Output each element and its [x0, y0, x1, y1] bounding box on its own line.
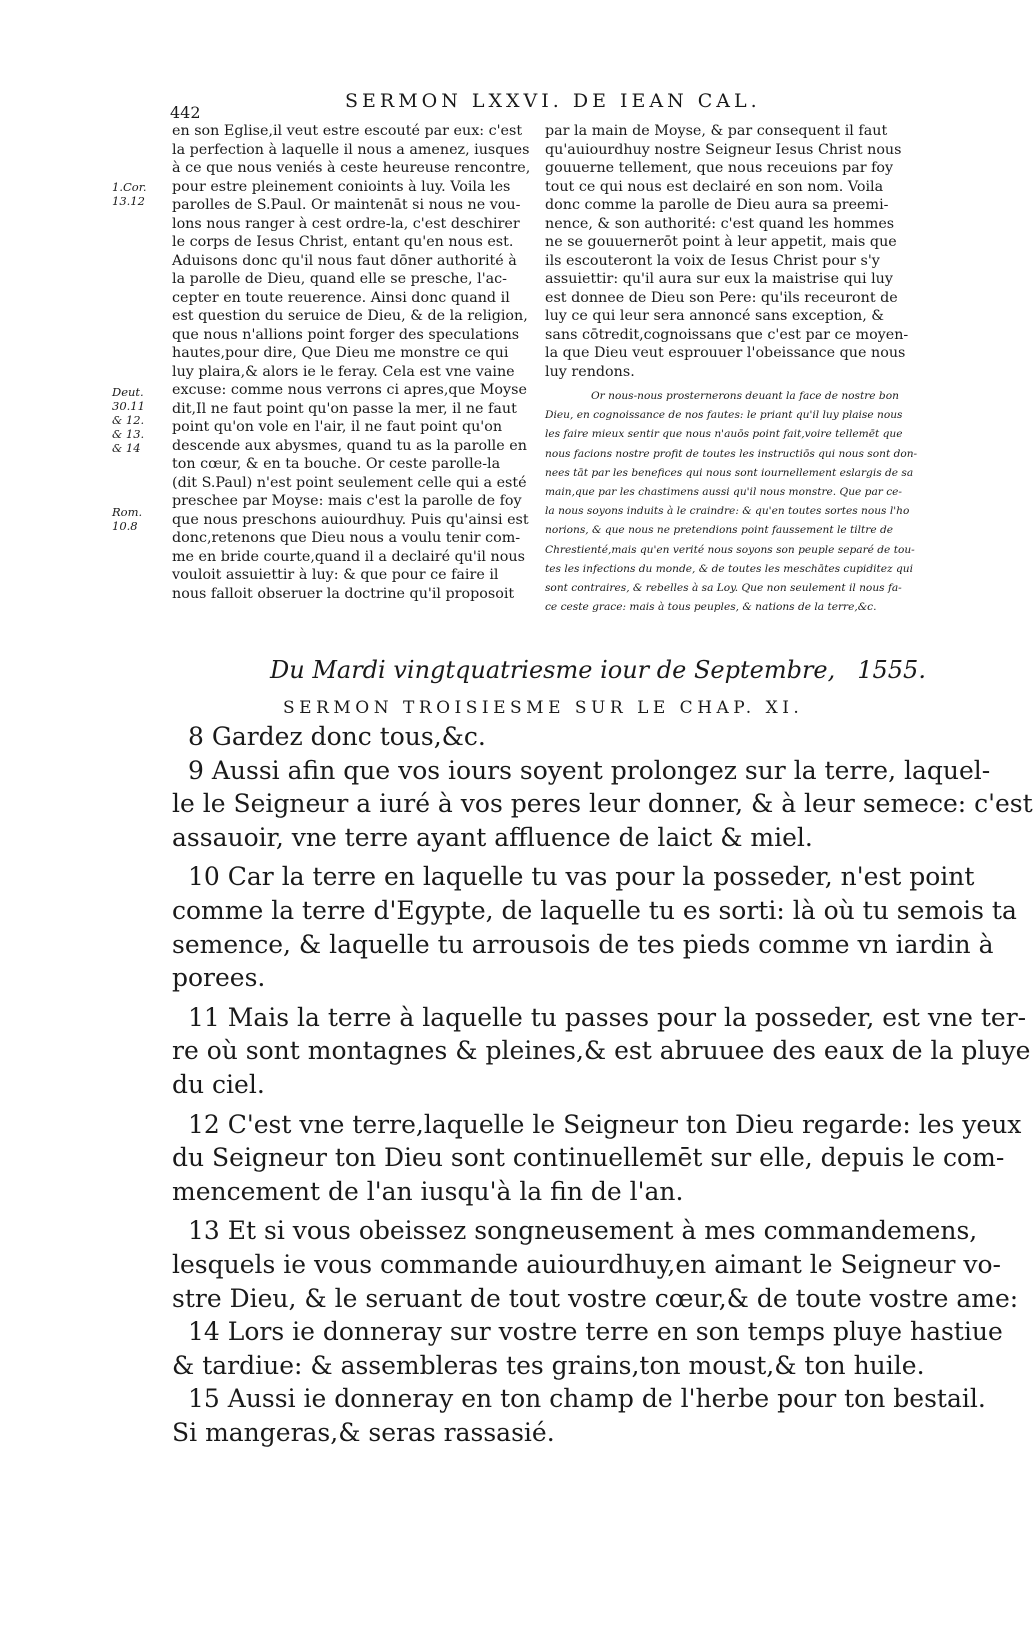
- text-line: luy plaira,& alors ie le feray. Cela est vne vaine: [172, 363, 515, 380]
- text-line: la que Dieu veut esprouuer l'obeissance que nous: [545, 345, 906, 361]
- verse-line: comme la terre d'Egypte, de laquelle tu es sorti: là où tu semois ta: [172, 895, 1017, 925]
- verse-line: 11 Mais la terre à laquelle tu passes pour la posseder, est vne ter-: [188, 1002, 1027, 1032]
- prayer-line: sont contraires, & rebelles à sa Loy. Que non seulement il nous fa-: [545, 582, 902, 595]
- verse-line: 13 Et si vous obeissez songneusement à mes commandemens,: [188, 1216, 978, 1246]
- verse-line: 15 Aussi ie donneray en ton champ de l'herbe pour ton bestail.: [188, 1384, 986, 1414]
- prayer-line: Dieu, en cognoissance de nos fautes: le priant qu'il luy plaise nous: [545, 409, 903, 422]
- prayer-line: main,que par les chastimens aussi qu'il nous monstre. Que par ce-: [545, 486, 902, 499]
- verse-line: 10 Car la terre en laquelle tu vas pour la posseder, n'est point: [188, 862, 975, 892]
- text-line: donc comme la parolle de Dieu aura sa preemi-: [545, 197, 889, 213]
- verse-line: stre Dieu, & le seruant de tout vostre cœur,& de toute vostre ame:: [172, 1283, 1019, 1313]
- margin-note-line: 1.Cor.: [112, 180, 147, 194]
- text-line: point qu'on vole en l'air, il ne faut point qu'on: [172, 419, 503, 435]
- text-line: nence, & son authorité: c'est quand les hommes: [545, 215, 895, 232]
- verse-line: porees.: [172, 963, 266, 993]
- margin-note-line: 13.12: [112, 194, 145, 208]
- verse-line: le le Seigneur a iuré à vos peres leur donner, & à leur semece: c'est: [172, 789, 1033, 819]
- text-line: lons nous ranger à cest ordre-la, c'est deschirer: [172, 215, 520, 232]
- text-line: (dit S.Paul) n'est point seulement celle qui a esté: [172, 474, 527, 491]
- running-head: SERMON LXXVI. DE IEAN CAL.: [345, 90, 761, 112]
- text-line: preschee par Moyse: mais c'est la parolle de foy: [172, 493, 522, 509]
- text-line: la perfection à laquelle il nous a amenez, iusques: [172, 141, 530, 158]
- prayer-line: nous facions nostre profit de toutes les instructiōs qui nous sont don-: [545, 447, 918, 460]
- prayer-line: tes les infections du monde, & de toutes les meschātes cupiditez qui: [545, 562, 913, 575]
- text-line: à ce que nous veniés à ceste heureuse rencontre,: [172, 160, 531, 176]
- text-line: me en bride courte,quand il a declairé qu'il nous: [172, 548, 525, 565]
- text-line: dit,Il ne faut point qu'on passe la mer, il ne faut: [172, 400, 517, 417]
- text-line: est question du seruice de Dieu, & de la religion,: [172, 308, 528, 324]
- text-line: cepter en toute reuerence. Ainsi donc quand il: [172, 289, 510, 306]
- margin-note-line: 30.11: [112, 399, 145, 413]
- text-line: ne se gouuernerōt point à leur appetit, mais que: [545, 234, 897, 250]
- prayer-line: Chrestienté,mais qu'en verité nous soyons son peuple separé de tou-: [545, 543, 915, 556]
- verse-line: 14 Lors ie donneray sur vostre terre en son temps pluye hastiue: [188, 1317, 1003, 1347]
- text-line: assuiettir: qu'il aura sur eux la maistrise qui luy: [545, 271, 893, 287]
- sermon-dateline: [270, 656, 926, 684]
- text-line: tout ce qui nous est declairé en son nom. Voila: [545, 178, 884, 195]
- verse-line: 12 C'est vne terre,laquelle le Seigneur ton Dieu regarde: les yeux: [188, 1109, 1022, 1139]
- prayer-line: norions, & que nous ne pretendions point faussement le tiltre de: [545, 524, 894, 537]
- text-line: que nous n'allions point forger des speculations: [172, 326, 520, 343]
- text-line: la parolle de Dieu, quand elle se presche, l'ac-: [172, 271, 508, 287]
- prayer-line: ce ceste grace: mais à tous peuples, & nations de la terre,&c.: [545, 601, 877, 614]
- page-number: 442: [170, 103, 201, 122]
- text-line: gouuerne tellement, que nous receuions par foy: [545, 160, 894, 176]
- verse-line: Si mangeras,& seras rassasié.: [172, 1417, 555, 1447]
- verse-line: 8 Gardez donc tous,&c.: [188, 722, 486, 751]
- prayer-line: nees tāt par les benefices qui nous sont iournellement eslargis de sa: [545, 466, 914, 479]
- text-line: le corps de Iesus Christ, entant qu'en nous est.: [172, 234, 514, 250]
- text-line: nous falloit obseruer la doctrine qu'il proposoit: [172, 585, 515, 602]
- text-line: sans cōtredit,cognoissans que c'est par ce moyen-: [545, 326, 909, 343]
- prayer-line: la nous soyons induits à le craindre: & qu'en toutes sortes nous l'ho: [545, 505, 910, 518]
- margin-note-line: 10.8: [112, 519, 138, 533]
- right-column: [545, 122, 918, 617]
- text-line: que nous preschons auiourdhuy. Puis qu'ainsi est: [172, 511, 529, 528]
- verse-line: du ciel.: [172, 1069, 265, 1099]
- text-line: par la main de Moyse, & par consequent il faut: [545, 123, 888, 139]
- verse-line: assauoir, vne terre ayant affluence de laict & miel.: [172, 822, 813, 852]
- dateline-year: 1555.: [857, 656, 926, 684]
- text-line: Aduisons donc qu'il nous faut dōner authorité à: [172, 252, 517, 269]
- margin-note-line: & 12.: [112, 413, 145, 427]
- scripture-verses: [172, 720, 1033, 1449]
- verse-line: 9 Aussi afin que vos iours soyent prolongez sur la terre, laquel-: [188, 755, 991, 785]
- margin-note-line: Rom.: [112, 505, 143, 519]
- text-line: hautes,pour dire, Que Dieu me monstre ce qui: [172, 345, 509, 361]
- verse-line: re où sont montagnes & pleines,& est abruuee des eaux de la pluye: [172, 1036, 1031, 1066]
- text-line: luy ce qui leur sera annoncé sans exception, &: [545, 308, 885, 324]
- text-line: pour estre pleinement conioints à luy. Voila les: [172, 178, 511, 195]
- verse-line: & tardiue: & assembleras tes grains,ton moust,& ton huile.: [172, 1350, 925, 1380]
- text-line: en son Eglise,il veut estre escouté par eux: c'est: [172, 123, 523, 139]
- margin-note-rom: [112, 505, 162, 533]
- text-line: descende aux abysmes, quand tu as la parolle en: [172, 437, 527, 454]
- left-column: [172, 122, 531, 603]
- verse-line: lesquels ie vous commande auiourdhuy,en aimant le Seigneur vo-: [172, 1249, 1001, 1279]
- margin-note-line: Deut.: [112, 385, 144, 399]
- verse-line: du Seigneur ton Dieu sont continuellemēt sur elle, depuis le com-: [172, 1143, 1005, 1173]
- prayer-line: les faire mieux sentir que nous n'auōs point fait,voire tellemēt que: [545, 428, 903, 441]
- dateline-text: Du Mardi vingtquatriesme iour de Septembre,: [270, 656, 836, 684]
- text-line: parolles de S.Paul. Or maintenāt si nous ne vou-: [172, 197, 521, 213]
- text-line: luy rendons.: [545, 363, 635, 380]
- prayer-line: Or nous-nous prosternerons deuant la face de nostre bon: [591, 390, 899, 402]
- text-line: excuse: comme nous verrons ci apres,que Moyse: [172, 382, 527, 398]
- closing-prayer: [545, 387, 918, 617]
- sermon-heading: SERMON TROISIESME SUR LE CHAP. XI.: [283, 698, 804, 718]
- margin-note-deut: [112, 385, 162, 455]
- text-line: donc,retenons que Dieu nous a voulu tenir com-: [172, 530, 521, 546]
- margin-note-line: & 13.: [112, 427, 145, 441]
- text-line: vouloit assuiettir à luy: & que pour ce faire il: [172, 567, 499, 583]
- text-line: est donnee de Dieu son Pere: qu'ils receuront de: [545, 289, 898, 306]
- verse-line: mencement de l'an iusqu'à la fin de l'an.: [172, 1176, 684, 1206]
- text-line: ils escouteront la voix de Iesus Christ pour s'y: [545, 252, 880, 269]
- text-line: qu'auiourdhuy nostre Seigneur Iesus Christ nous: [545, 141, 902, 158]
- verse-line: semence, & laquelle tu arrousois de tes pieds comme vn iardin à: [172, 929, 994, 959]
- margin-note-cor: [112, 180, 162, 208]
- margin-note-line: & 14: [112, 441, 141, 455]
- text-line: ton cœur, & en ta bouche. Or ceste parolle-la: [172, 456, 501, 472]
